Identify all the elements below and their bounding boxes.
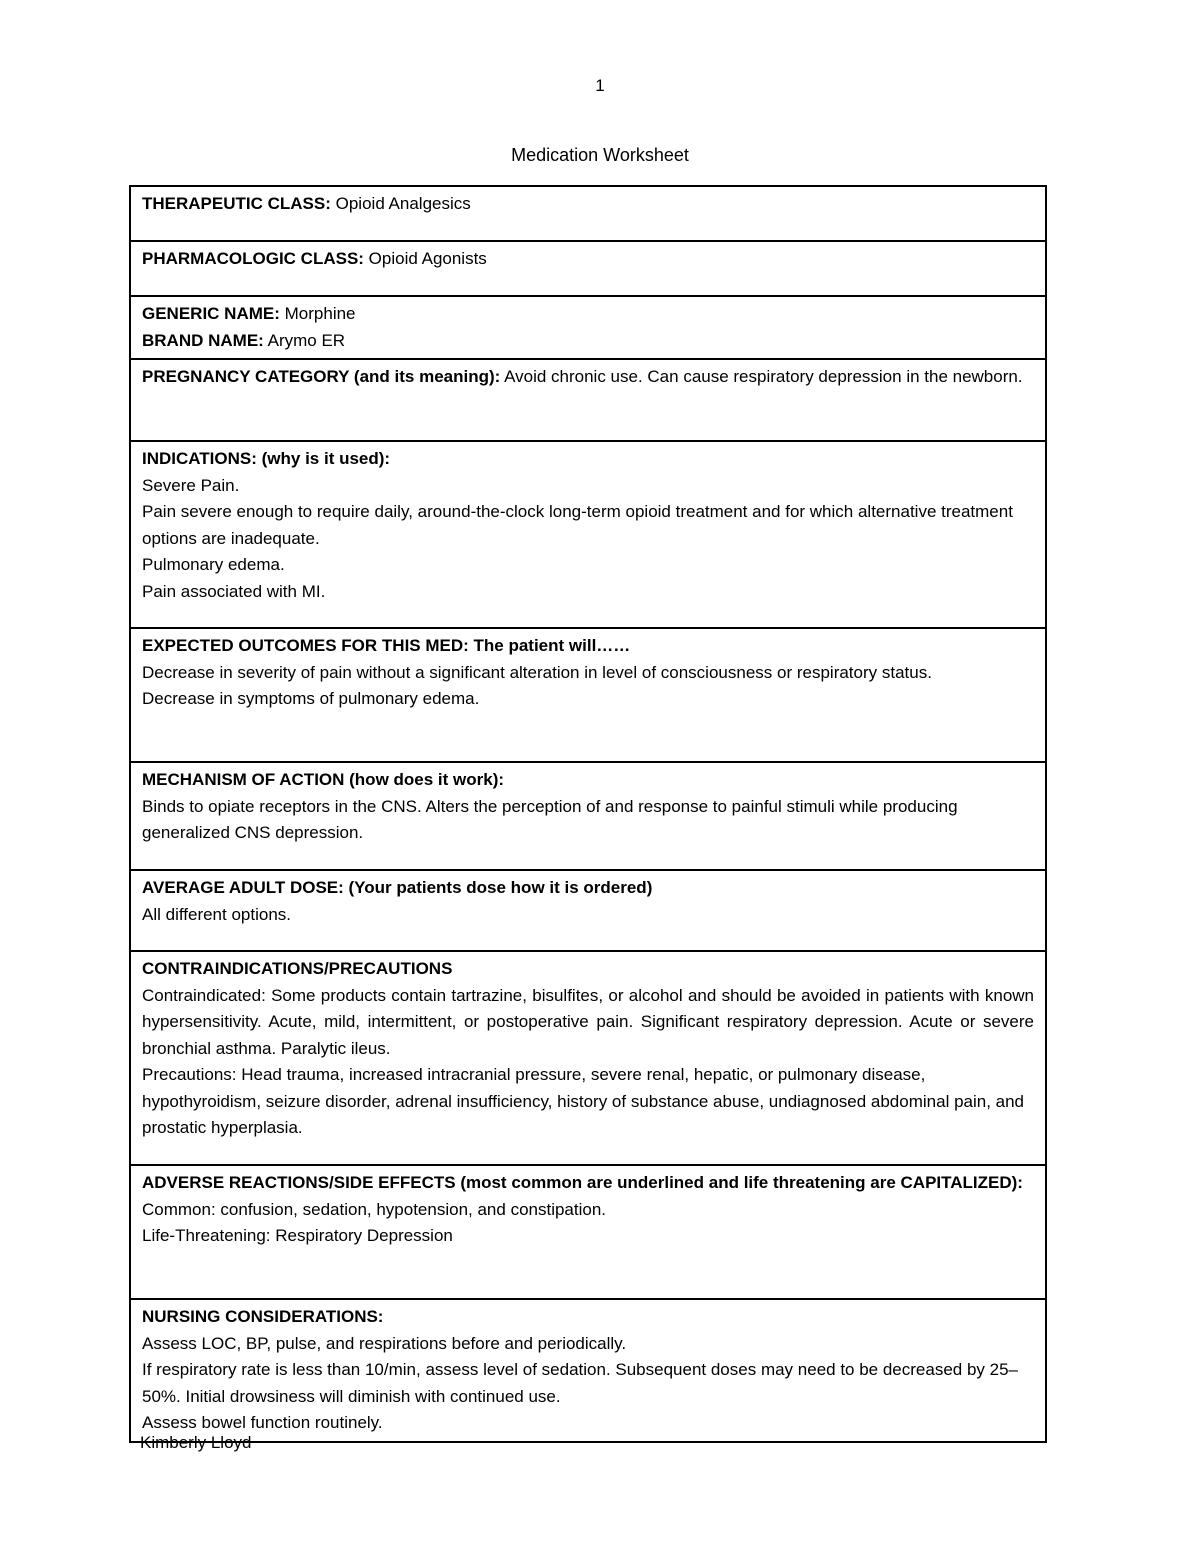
nursing-cell (130, 1299, 1046, 1442)
brand-name-label: BRAND NAME: (142, 330, 264, 350)
common-reactions: Common: confusion, sedation, hypotension, and constipation. (142, 1199, 607, 1219)
dose-label: AVERAGE ADULT DOSE: (Your patients dose how it is ordered) (142, 878, 653, 897)
indications-row (130, 441, 1046, 628)
dose-row (130, 870, 1046, 951)
name-row (130, 296, 1046, 359)
nursing-line: Assess bowel function routinely. (142, 1413, 383, 1432)
pregnancy-row (130, 359, 1046, 441)
dose-cell (130, 870, 1046, 951)
pharmacologic-class-cell (130, 241, 1046, 296)
dose-text: All different options. (142, 904, 291, 924)
brand-name-value: Arymo ER (263, 330, 346, 350)
medication-worksheet-table (129, 185, 1047, 1443)
contraindications-label: CONTRAINDICATIONS/PRECAUTIONS (142, 959, 453, 978)
mechanism-cell (130, 762, 1046, 870)
page-title: Medication Worksheet (511, 145, 689, 165)
generic-name-value: Morphine (279, 304, 356, 323)
indications-label: INDICATIONS: (why is it used): (142, 449, 391, 468)
pharmacologic-class-row (130, 241, 1046, 296)
indication-line: Pain associated with MI. (142, 581, 326, 601)
indication-line: Severe Pain. (142, 475, 240, 495)
therapeutic-class-label: THERAPEUTIC CLASS: (142, 194, 331, 213)
precautions-text: Precautions: Head trauma, increased intracranial pressure, severe renal, hepatic, or pulmonary disease, hypothyroidism, seizure disorder, adrenal insufficiency, history of substance abuse, undiagnosed abdominal pain, and prostatic hyperplasia. (142, 1065, 1025, 1137)
contraindications-row (130, 951, 1046, 1165)
pharmacologic-class-value: Opioid Agonists (363, 249, 487, 268)
generic-name-label: GENERIC NAME: (142, 304, 280, 323)
adverse-reactions-label: ADVERSE REACTIONS/SIDE EFFECTS (most common are underlined and life threatening are CAPITALIZED): (142, 1173, 1023, 1192)
nursing-row (130, 1299, 1046, 1442)
therapeutic-class-value: Opioid Analgesics (330, 194, 471, 213)
indication-line: Pulmonary edema. (142, 555, 285, 574)
outcomes-label: EXPECTED OUTCOMES FOR THIS MED: The patient will…… (142, 636, 631, 655)
pharmacologic-class-label: PHARMACOLOGIC CLASS: (142, 249, 364, 268)
nursing-line: If respiratory rate is less than 10/min, assess level of sedation. Subsequent doses may need to be decreased by 25–50%. Initial drowsiness will diminish with continued use. (142, 1360, 1019, 1406)
outcome-line: Decrease in symptoms of pulmonary edema. (142, 689, 480, 708)
author-name: Kimberly Lloyd (140, 1433, 252, 1452)
outcome-line: Decrease in severity of pain without a significant alteration in level of consciousness or respiratory status. (142, 662, 932, 682)
mechanism-row (130, 762, 1046, 870)
page-number: 1 (595, 76, 605, 95)
therapeutic-class-row (130, 186, 1046, 241)
outcomes-row (130, 628, 1046, 762)
mechanism-text: Binds to opiate receptors in the CNS. Alters the perception of and response to painful stimuli while producing generalized CNS depression. (142, 796, 958, 842)
pregnancy-cell (130, 359, 1046, 441)
pregnancy-value: Avoid chronic use. Can cause respiratory depression in the newborn. (500, 367, 1023, 386)
indication-line: Pain severe enough to require daily, around-the-clock long-term opioid treatment and for which alternative treatment options are inadequate. (142, 502, 1013, 548)
life-threatening-reactions: Life-Threatening: Respiratory Depression (142, 1226, 453, 1245)
indications-cell (130, 441, 1046, 628)
outcomes-cell (130, 628, 1046, 762)
nursing-line: Assess LOC, BP, pulse, and respirations before and periodically. (142, 1333, 627, 1353)
name-cell (130, 296, 1046, 359)
pregnancy-label: PREGNANCY CATEGORY (and its meaning): (142, 367, 501, 386)
contraindications-cell (130, 951, 1046, 1165)
nursing-label: NURSING CONSIDERATIONS: (142, 1307, 384, 1326)
adverse-reactions-cell (130, 1165, 1046, 1299)
mechanism-label: MECHANISM OF ACTION (how does it work): (142, 770, 505, 789)
therapeutic-class-cell (130, 186, 1046, 241)
adverse-reactions-row (130, 1165, 1046, 1299)
contraindicated-text: Contraindicated: Some products contain tartrazine, bisulfites, or alcohol and should be avoided in patients with known hypersensitivity. Acute, mild, intermittent, or postoperative pain. Significant respiratory depression. Acute or severe bronchial asthma. Paralytic ileus. (142, 985, 1034, 1058)
